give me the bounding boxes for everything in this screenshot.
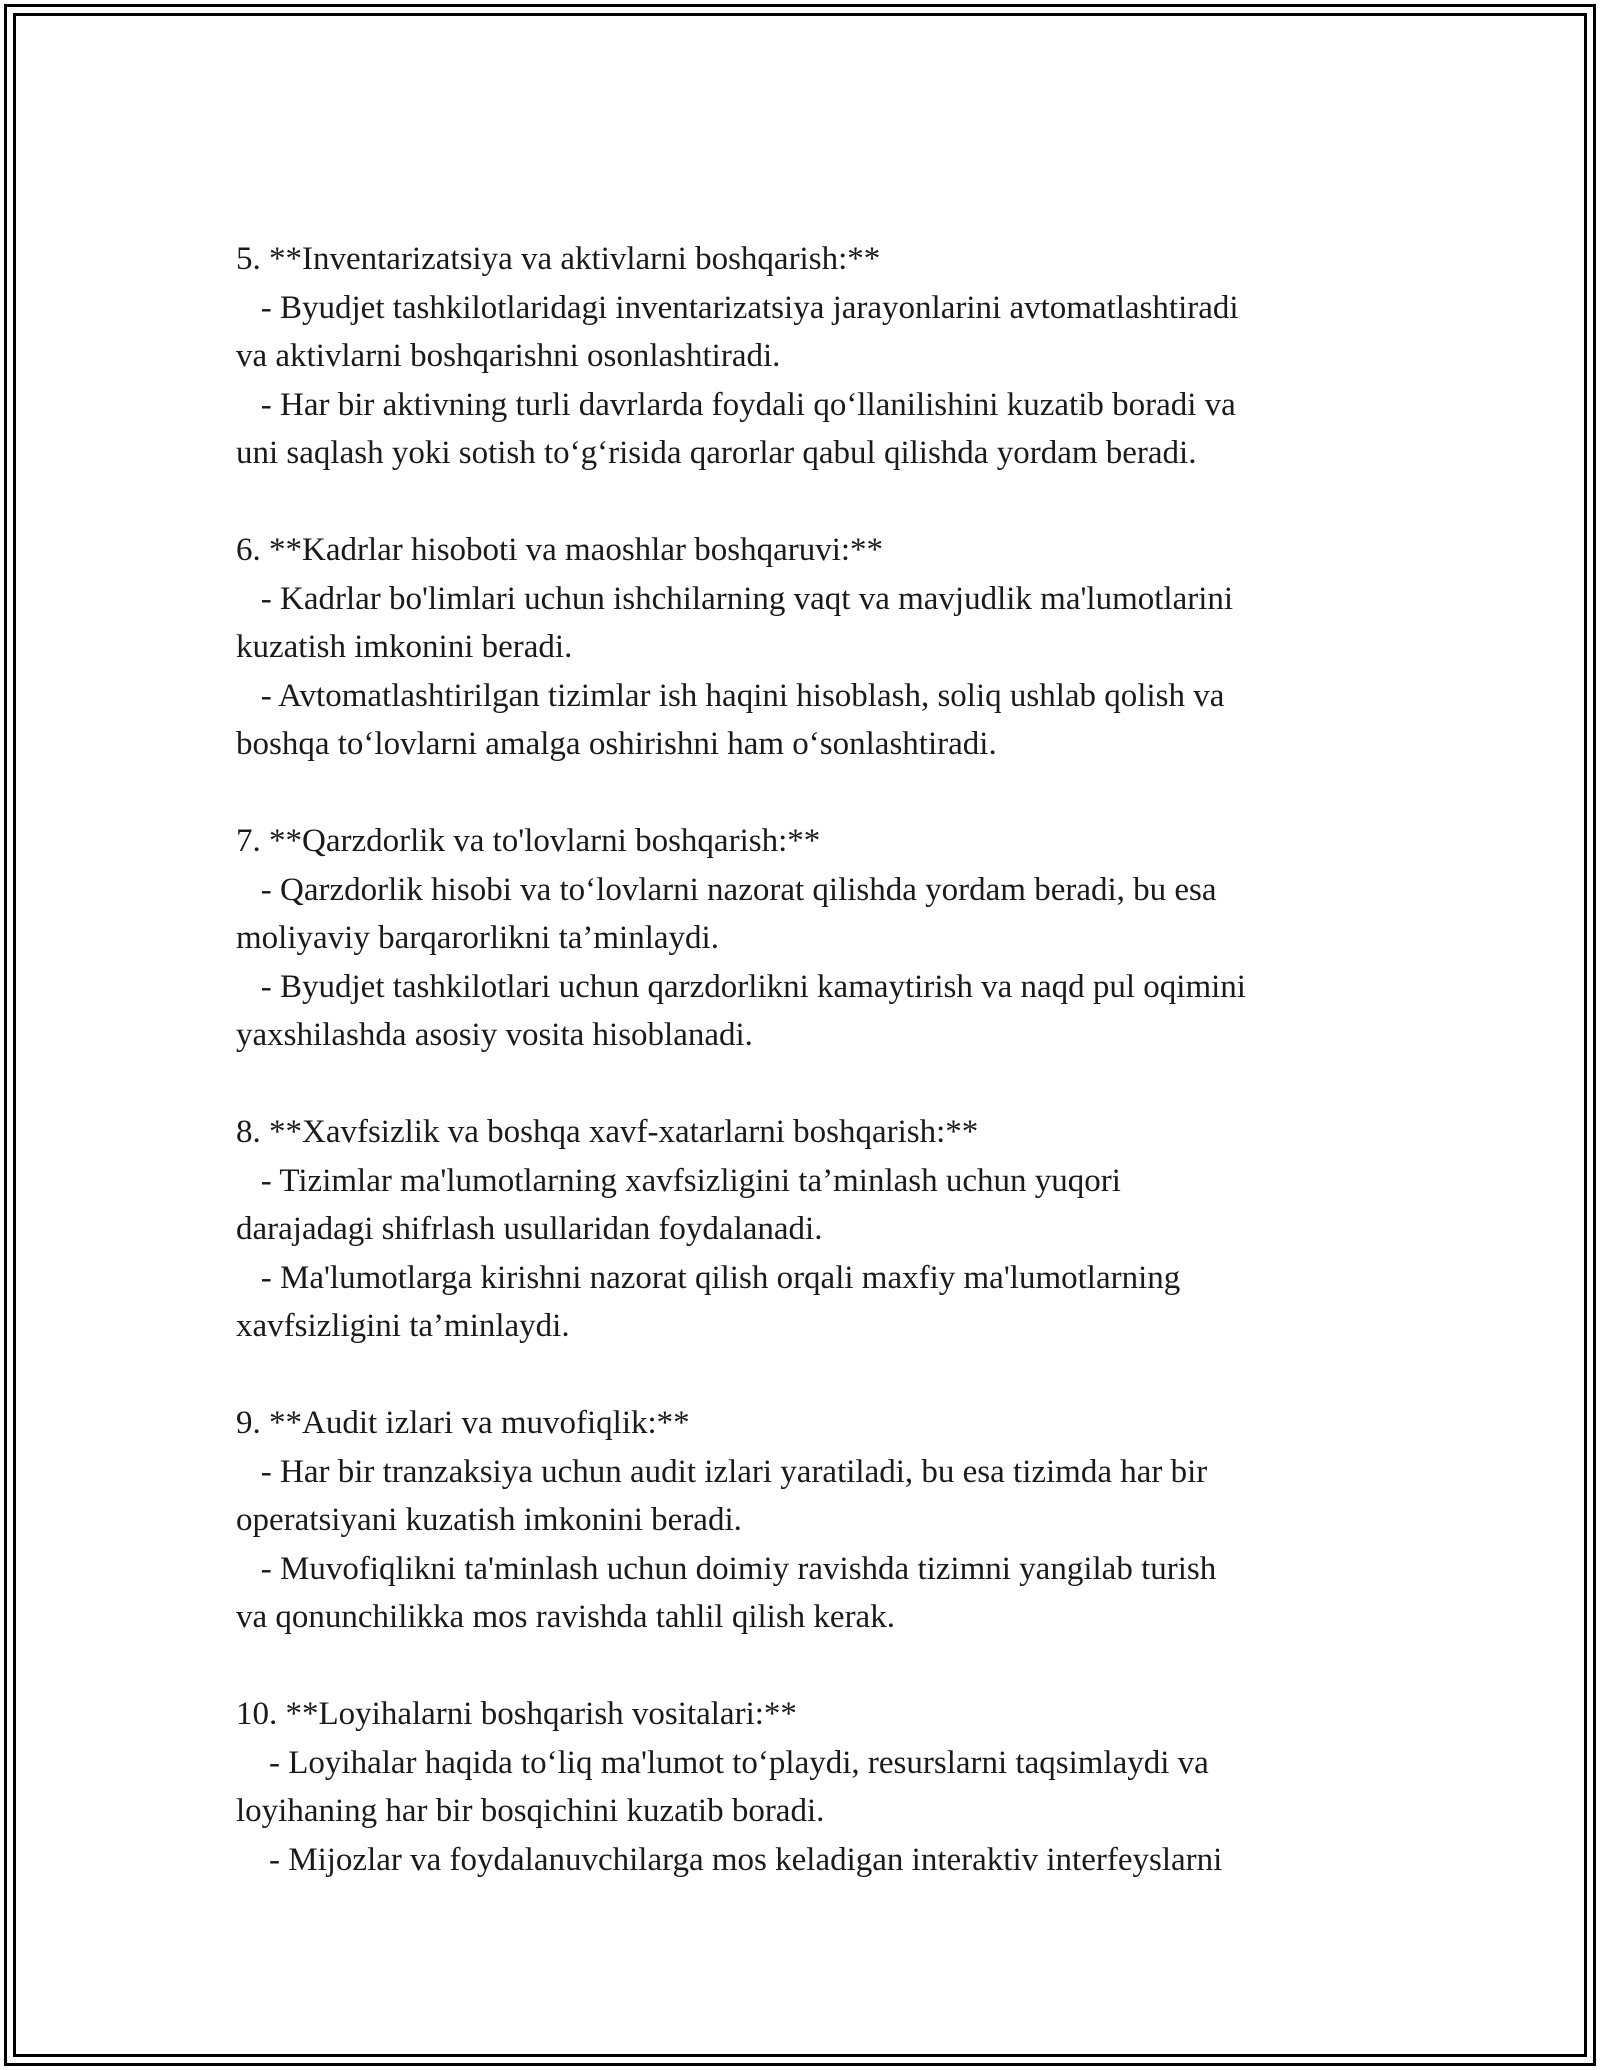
section-heading: 10. **Loyihalarni boshqarish vositalari:** (236, 1696, 797, 1732)
section-line: - Loyihalar haqida to‘liq ma'lumot to‘playdi, resurslarni taqsimlaydi va (236, 1744, 1209, 1781)
section-line: yaxshilashda asosiy vosita hisoblanadi. (236, 1017, 753, 1053)
section-line: va qonunchilikka mos ravishda tahlil qilish kerak. (236, 1599, 895, 1635)
section-heading: 7. **Qarzdorlik va to'lovlarni boshqarish:** (236, 823, 821, 859)
section-6 (236, 526, 1376, 769)
section-7 (236, 817, 1376, 1060)
section-line: - Avtomatlashtirilgan tizimlar ish haqini hisoblash, soliq ushlab qolish va (236, 677, 1225, 714)
section-5 (236, 235, 1376, 478)
section-line: loyihaning har bir bosqichini kuzatib boradi. (236, 1793, 825, 1829)
section-line: - Qarzdorlik hisobi va to‘lovlarni nazorat qilishda yordam beradi, bu esa (236, 871, 1217, 908)
section-heading: 5. **Inventarizatsiya va aktivlarni boshqarish:** (236, 241, 881, 277)
section-line: - Tizimlar ma'lumotlarning xavfsizligini ta’minlash uchun yuqori (236, 1162, 1121, 1199)
section-line: - Har bir tranzaksiya uchun audit izlari yaratiladi, bu esa tizimda har bir (236, 1453, 1208, 1490)
section-line: moliyaviy barqarorlikni ta’minlaydi. (236, 920, 719, 956)
section-heading: 8. **Xavfsizlik va boshqa xavf-xatarlarni boshqarish:** (236, 1114, 979, 1150)
section-line: va aktivlarni boshqarishni osonlashtiradi. (236, 338, 781, 374)
section-8 (236, 1108, 1376, 1351)
section-line: - Ma'lumotlarga kirishni nazorat qilish orqali maxfiy ma'lumotlarning (236, 1259, 1181, 1296)
section-line: - Kadrlar bo'limlari uchun ishchilarning vaqt va mavjudlik ma'lumotlarini (236, 580, 1234, 617)
section-line: darajadagi shifrlash usullaridan foydalanadi. (236, 1211, 823, 1247)
section-line: - Byudjet tashkilotlaridagi inventarizatsiya jarayonlarini avtomatlashtiradi (236, 289, 1239, 326)
section-heading: 6. **Kadrlar hisoboti va maoshlar boshqaruvi:** (236, 532, 884, 568)
section-line: operatsiyani kuzatish imkonini beradi. (236, 1502, 742, 1538)
section-10 (236, 1690, 1376, 1884)
section-line: uni saqlash yoki sotish to‘g‘risida qarorlar qabul qilishda yordam beradi. (236, 435, 1197, 471)
section-line: - Mijozlar va foydalanuvchilarga mos keladigan interaktiv interfeyslarni (236, 1841, 1223, 1878)
section-heading: 9. **Audit izlari va muvofiqlik:** (236, 1405, 690, 1441)
section-line: - Muvofiqlikni ta'minlash uchun doimiy ravishda tizimni yangilab turish (236, 1550, 1217, 1587)
section-line: kuzatish imkonini beradi. (236, 629, 573, 665)
section-line: - Har bir aktivning turli davrlarda foydali qo‘llanilishini kuzatib boradi va (236, 386, 1236, 423)
document-body (236, 235, 1376, 1933)
section-9 (236, 1399, 1376, 1642)
section-line: - Byudjet tashkilotlari uchun qarzdorlikni kamaytirish va naqd pul oqimini (236, 968, 1246, 1005)
section-line: xavfsizligini ta’minlaydi. (236, 1308, 570, 1344)
section-line: boshqa to‘lovlarni amalga oshirishni ham o‘sonlashtiradi. (236, 726, 997, 762)
